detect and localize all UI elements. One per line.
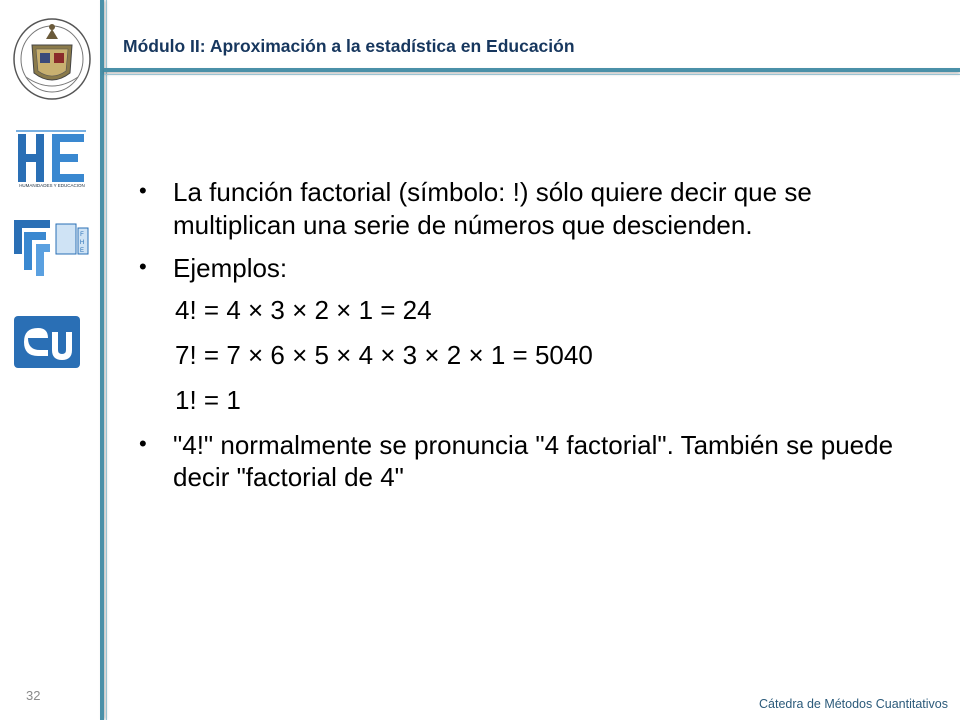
- bullet-text: Ejemplos:: [173, 252, 288, 283]
- svg-text:E: E: [79, 248, 85, 254]
- bullet-dot-icon: •: [139, 430, 147, 456]
- vertical-divider-thin: [106, 0, 107, 720]
- fhe-logo: [10, 214, 94, 280]
- bullet-examples: [135, 252, 935, 285]
- slide-header-title: Módulo II: Aproximación a la estadística en Educación: [123, 36, 575, 56]
- university-seal-logo: [12, 15, 92, 101]
- bullet-factorial-definition: [135, 176, 935, 242]
- bullet-text: La función factorial (símbolo: !) sólo quiere decir que se multiplican una serie de números que descienden.: [173, 177, 812, 240]
- bullet-dot-icon: •: [139, 178, 147, 203]
- horizontal-divider-thin: [104, 74, 960, 75]
- bullet-dot-icon: •: [139, 253, 147, 279]
- bullet-pronunciation: [135, 429, 935, 495]
- example-1-factorial: 1! = 1: [175, 384, 241, 415]
- slide-content: [135, 176, 935, 504]
- example-4-factorial: 4! = 4 × 3 × 2 × 1 = 24: [175, 295, 432, 326]
- vertical-divider: [100, 0, 104, 720]
- eu-logo: [14, 316, 80, 368]
- horizontal-divider: [104, 68, 960, 72]
- footer-course-name: Cátedra de Métodos Cuantitativos: [759, 697, 948, 711]
- example-7-factorial: 7! = 7 × 6 × 5 × 4 × 3 × 2 × 1 = 5040: [175, 340, 593, 370]
- bullet-text: "4!" normalmente se pronuncia "4 factorial". También se puede decir "factorial de 4": [173, 429, 894, 493]
- svg-text:H: H: [79, 240, 85, 246]
- svg-text:F: F: [80, 232, 84, 238]
- slide-number: 32: [26, 688, 41, 703]
- humanidades-educacion-caption: HUMANIDADES Y EDUCACION: [19, 183, 85, 188]
